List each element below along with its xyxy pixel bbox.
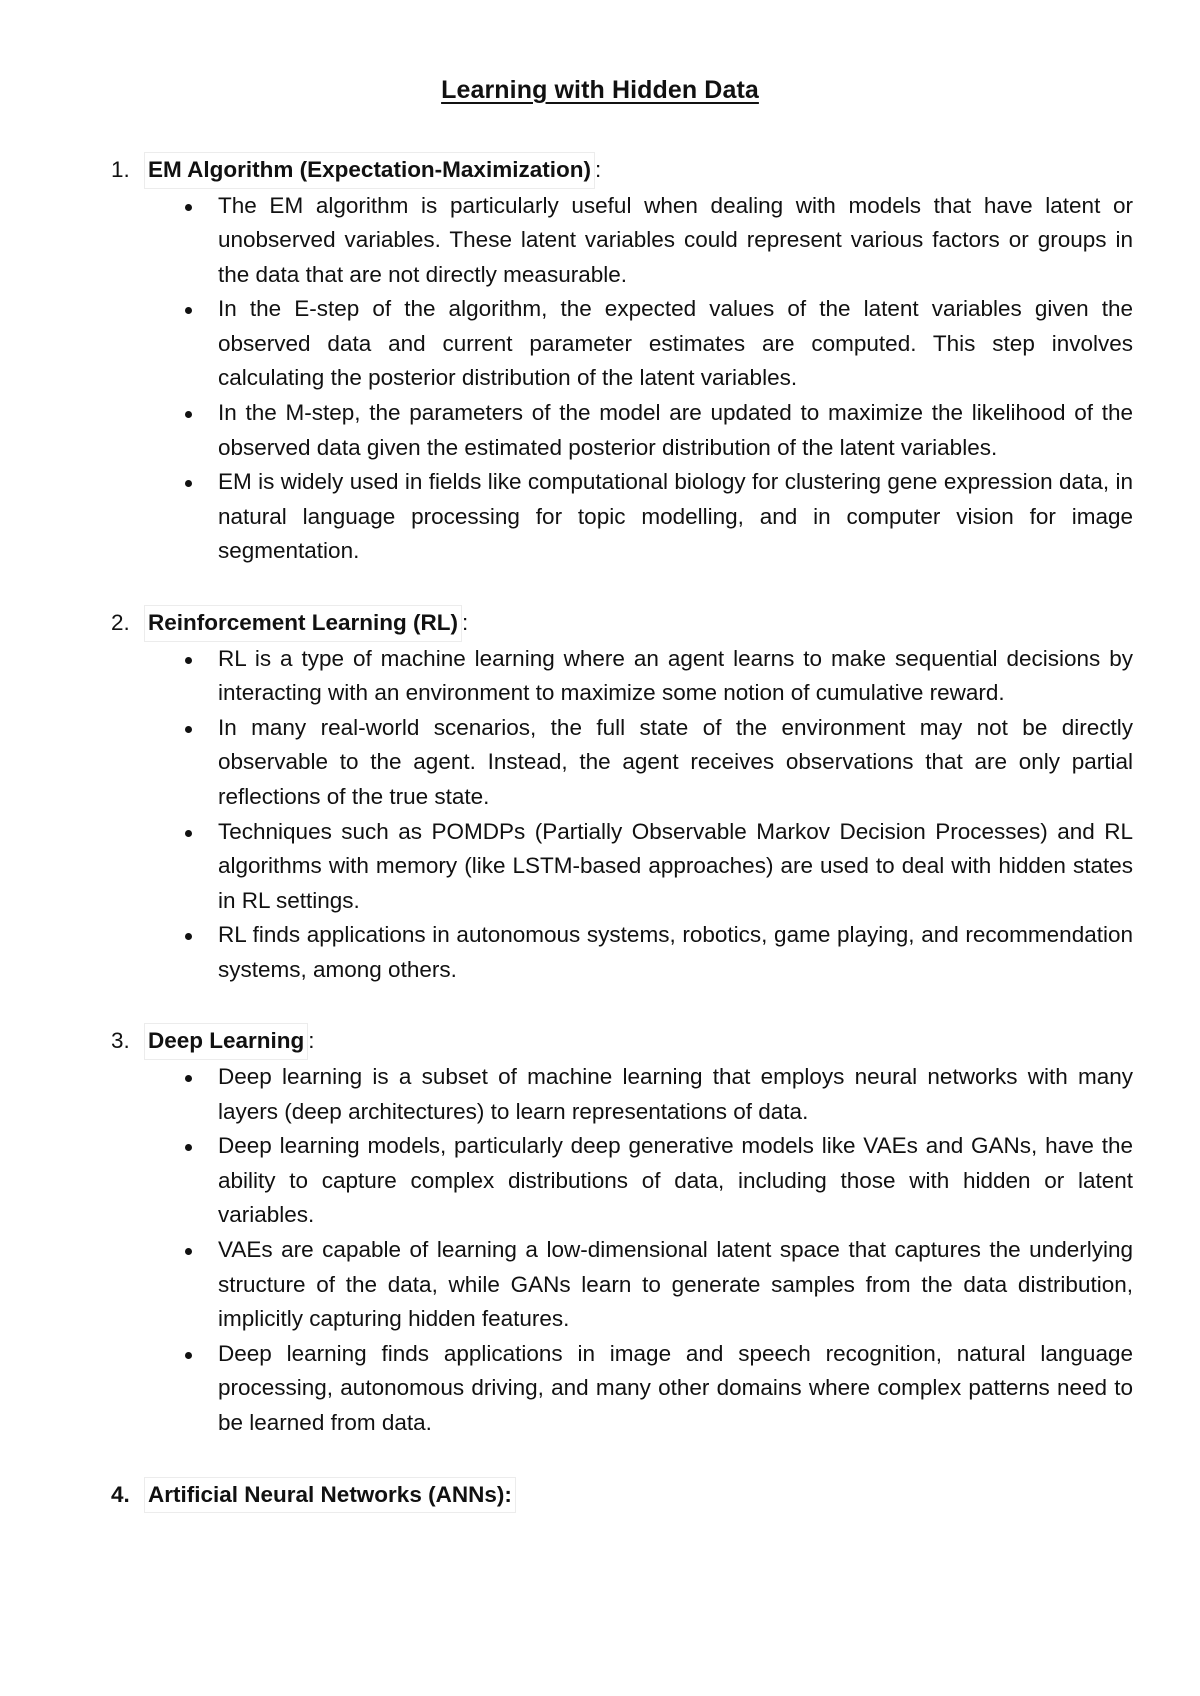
bullet-icon (185, 480, 192, 487)
section-heading[interactable]: Reinforcement Learning (RL) (144, 605, 462, 642)
list-item (218, 1129, 1133, 1233)
list-item (218, 465, 1133, 569)
bullet-icon (185, 830, 192, 837)
section-heading-suffix: : (594, 157, 602, 182)
list-item-text: In many real-world scenarios, the full state of the environment may not be directly observable to the agent. Instead, the agent receives observations that are only partial reflections of the true state. (218, 714, 1133, 809)
list-item-text: RL is a type of machine learning where an agent learns to make sequential decisions by interacting with an environment to maximize some notion of cumulative reward. (218, 645, 1133, 706)
document-title: Learning with Hidden Data (441, 76, 759, 104)
bullet-icon (185, 204, 192, 211)
section-number: 1. (111, 157, 130, 182)
bullet-icon (185, 1248, 192, 1255)
bullet-list (110, 189, 1133, 570)
list-item (218, 292, 1133, 396)
bullet-icon (185, 1144, 192, 1151)
list-item-text: VAEs are capable of learning a low-dimensional latent space that captures the underlying structure of the data, while GANs learn to generate samples from the data distribution, implicitly capturing hidden features. (218, 1236, 1133, 1332)
list-item-text: Deep learning models, particularly deep generative models like VAEs and GANs, have the ability to capture complex distributions of data, including those with hidden or latent variables. (218, 1133, 1133, 1228)
section-heading-suffix: : (308, 1028, 315, 1054)
bullet-icon (185, 657, 192, 664)
list-item-text: In the M-step, the parameters of the model are updated to maximize the likelihood of the observed data given the estimated posterior distribution of the latent variables. (218, 400, 1133, 460)
section-header (110, 605, 1130, 642)
bullet-icon (185, 1352, 192, 1359)
section-reinforcement-learning (110, 605, 1133, 987)
section-number: 4. (111, 1481, 130, 1507)
section-heading[interactable]: Deep Learning (144, 1023, 308, 1060)
list-item (218, 1060, 1133, 1129)
bullet-icon (185, 411, 192, 418)
list-item-text: Deep learning is a subset of machine learning that employs neural networks with many layers (deep architectures) to learn representations of data. (218, 1063, 1133, 1124)
section-em-algorithm (110, 152, 1133, 569)
section-heading[interactable]: Artificial Neural Networks (ANNs): (144, 1477, 516, 1514)
bullet-icon (185, 307, 192, 314)
section-heading-suffix: : (462, 610, 469, 636)
list-item (218, 642, 1133, 711)
bullet-icon (185, 1075, 192, 1082)
list-item-text: Deep learning finds applications in image and speech recognition, natural language processing, autonomous driving, and many other domains where complex patterns need to be learned from data. (218, 1340, 1133, 1435)
list-item-text: RL finds applications in autonomous systems, robotics, game playing, and recommendation systems, among others. (218, 922, 1133, 982)
list-item (218, 189, 1133, 293)
list-item (218, 815, 1133, 919)
document-body (110, 152, 1133, 1549)
section-heading[interactable]: EM Algorithm (Expectation-Maximization) (144, 152, 595, 189)
bullet-list (110, 642, 1133, 988)
section-header (110, 1023, 1130, 1060)
list-item (218, 1233, 1133, 1337)
section-deep-learning (110, 1023, 1133, 1440)
section-number: 3. (111, 1028, 130, 1054)
bullet-icon (185, 726, 192, 733)
list-item (218, 711, 1133, 815)
list-item (218, 918, 1133, 987)
list-item (218, 396, 1133, 465)
bullet-list (110, 1060, 1133, 1441)
list-item-text: The EM algorithm is particularly useful when dealing with models that have latent or unobserved variables. These latent variables could represent various factors or groups in the data that are not directly measurable. (218, 192, 1133, 287)
list-item (218, 1337, 1133, 1441)
section-artificial-neural-networks (110, 1477, 1130, 1514)
list-item-text: Techniques such as POMDPs (Partially Observable Markov Decision Processes) and RL algorithms with memory (like LSTM-based approaches) are used to deal with hidden states in RL settings. (218, 818, 1133, 913)
list-item-text: In the E-step of the algorithm, the expected values of the latent variables given the observed data and current parameter estimates are computed. This step involves calculating the posterior distribution of the latent variables. (218, 296, 1133, 391)
section-number: 2. (111, 610, 130, 636)
bullet-icon (185, 933, 192, 940)
section-header (110, 1477, 1130, 1514)
list-item-text: EM is widely used in fields like computational biology for clustering gene expression data, in natural language processing for topic modelling, and in computer vision for image segmentation. (218, 469, 1133, 564)
section-header (110, 152, 1130, 189)
